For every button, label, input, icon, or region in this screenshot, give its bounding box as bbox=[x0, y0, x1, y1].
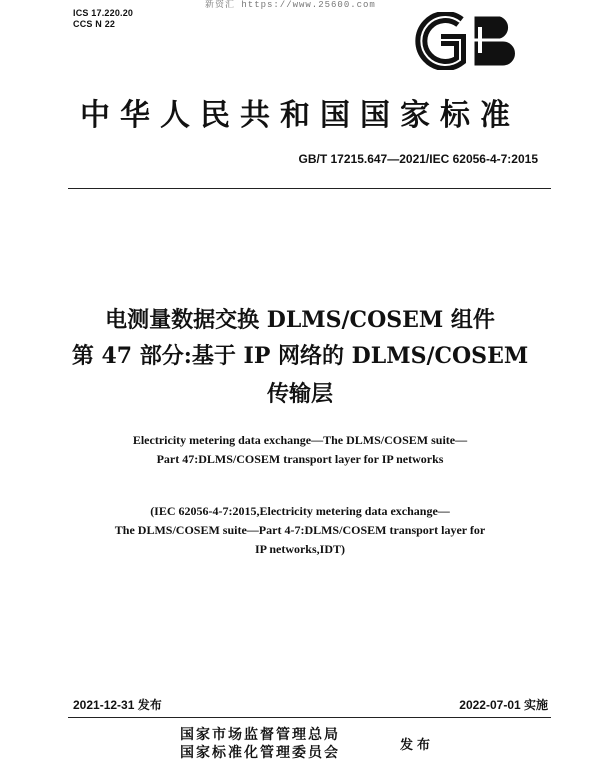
equivalence-line-2: The DLMS/COSEM suite—Part 4-7:DLMS/COSEM transport layer for bbox=[114, 523, 486, 537]
issue-date: 2021-12-31 发布 bbox=[73, 698, 162, 712]
publish-label: 发布 bbox=[400, 738, 435, 753]
english-title-line-1: Electricity metering data exchange—The DLMS/COSEM suite— bbox=[132, 433, 468, 447]
gb-logo bbox=[408, 12, 528, 70]
standard-category-title: 中华人民共和国国家标准 bbox=[80, 98, 520, 133]
issuer-line-2: 国家标准化管理委员会 bbox=[180, 745, 340, 761]
chinese-title-line-2: 第 47 部分:基于 IP 网络的 DLMS/COSEM bbox=[71, 343, 529, 369]
watermark-text: 新资汇 https://www.25600.com bbox=[205, 0, 376, 10]
issuer-line-1: 国家市场监督管理总局 bbox=[180, 727, 340, 743]
chinese-title-line-1: 电测量数据交换 DLMS/COSEM 组件 bbox=[105, 307, 495, 333]
chinese-title-line-3: 传输层 bbox=[266, 381, 333, 407]
equivalence-line-1: (IEC 62056-4-7:2015,Electricity metering data exchange— bbox=[150, 504, 450, 518]
classification-codes bbox=[73, 8, 133, 30]
ics-code: ICS 17.220.20 bbox=[73, 8, 134, 18]
top-divider bbox=[68, 188, 551, 189]
implementation-date: 2022-07-01 实施 bbox=[459, 698, 548, 712]
english-title-line-2: Part 47:DLMS/COSEM transport layer for IP networks bbox=[156, 452, 444, 466]
equivalence-line-3: IP networks,IDT) bbox=[254, 542, 345, 556]
bottom-divider bbox=[68, 717, 551, 718]
ccs-code: CCS N 22 bbox=[73, 19, 116, 29]
standard-number: GB/T 17215.647—2021/IEC 62056-4-7:2015 bbox=[298, 152, 538, 166]
gb-logo-label: GB bbox=[408, 12, 410, 13]
